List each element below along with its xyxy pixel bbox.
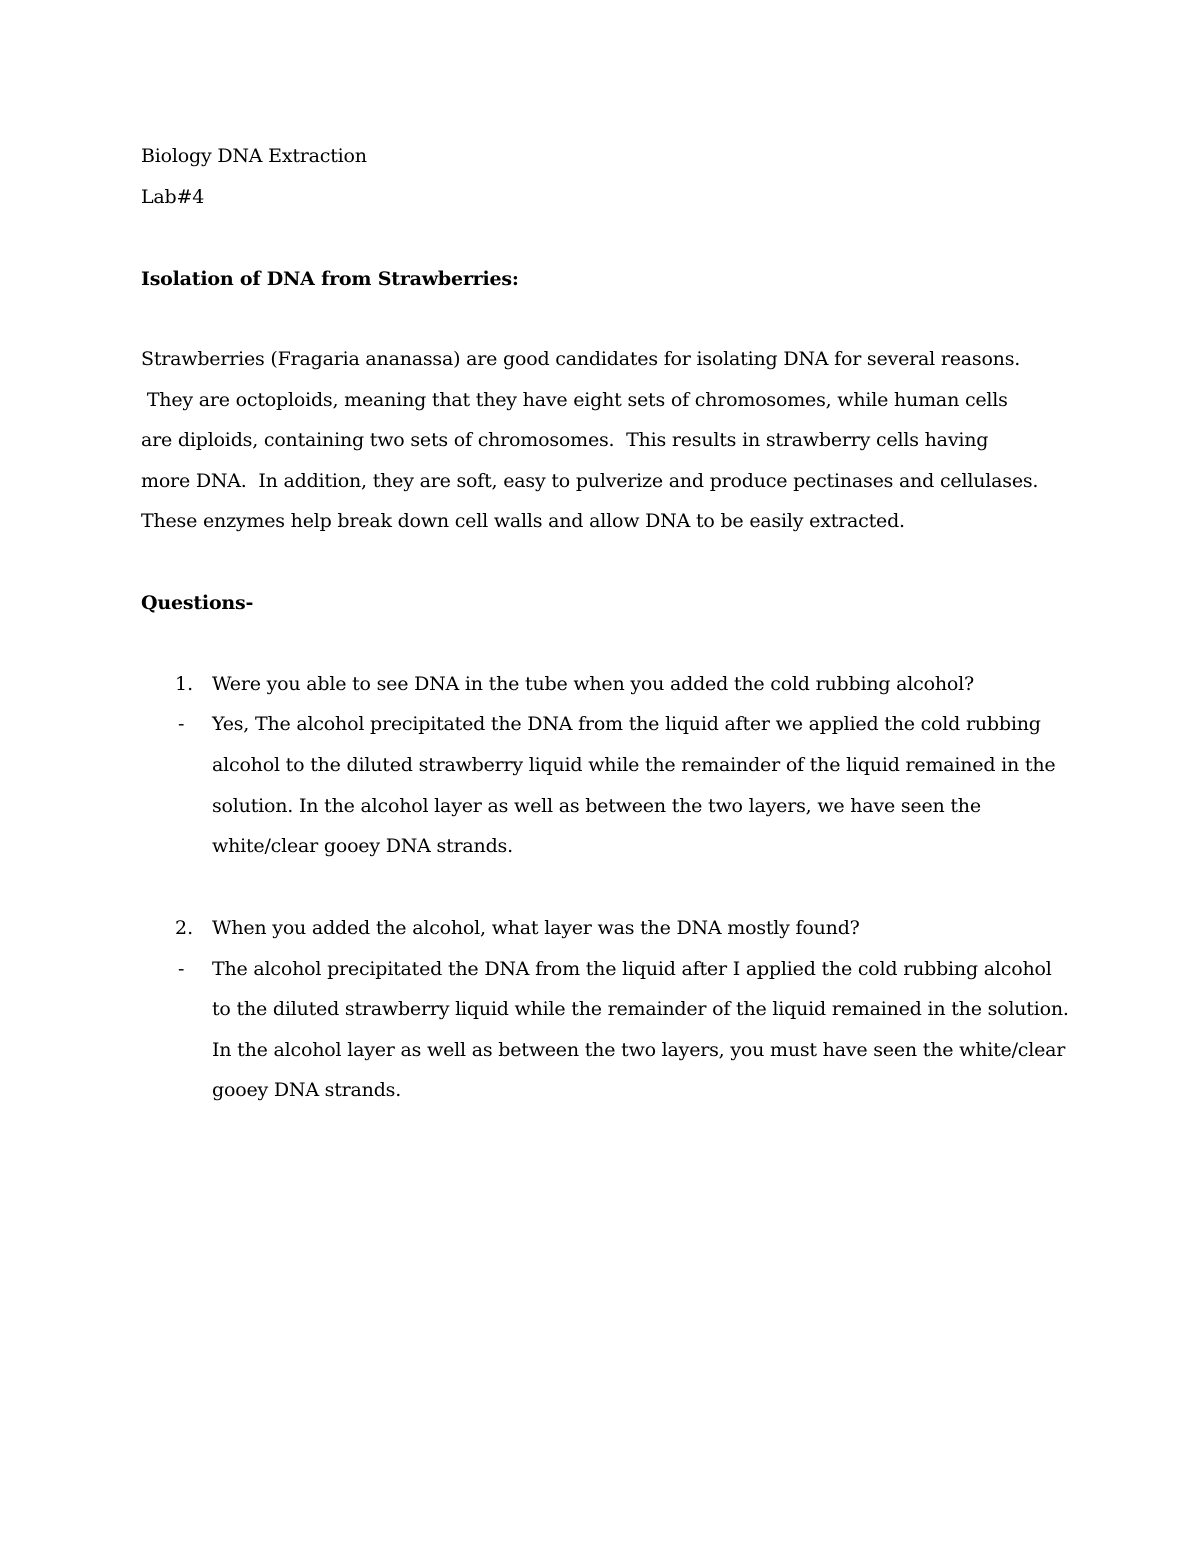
- lab-number: Lab#4: [141, 186, 205, 208]
- answer-marker: -: [178, 713, 185, 735]
- answer-line: gooey DNA strands.: [212, 1079, 402, 1101]
- answer-line: alcohol to the diluted strawberry liquid while the remainder of the liquid remained in the: [212, 754, 1056, 776]
- intro-line: These enzymes help break down cell walls and allow DNA to be easily extracted.: [141, 510, 905, 532]
- intro-line: Strawberries (Fragaria ananassa) are good candidates for isolating DNA for several reasons.: [141, 348, 1021, 370]
- question-text: When you added the alcohol, what layer was the DNA mostly found?: [212, 917, 860, 939]
- answer-marker: -: [178, 958, 185, 980]
- course-title: Biology DNA Extraction: [141, 145, 367, 167]
- answer-line: In the alcohol layer as well as between the two layers, you must have seen the white/clear: [212, 1039, 1066, 1061]
- section-heading: Isolation of DNA from Strawberries:: [141, 268, 519, 290]
- question-number: 2.: [175, 917, 194, 939]
- question-number: 1.: [175, 673, 194, 695]
- answer-line: solution. In the alcohol layer as well as between the two layers, we have seen the: [212, 795, 981, 817]
- intro-line: are diploids, containing two sets of chromosomes. This results in strawberry cells having: [141, 429, 989, 451]
- answer-line: The alcohol precipitated the DNA from the liquid after I applied the cold rubbing alcohol: [212, 958, 1052, 980]
- question-text: Were you able to see DNA in the tube when you added the cold rubbing alcohol?: [212, 673, 974, 695]
- intro-line: They are octoploids, meaning that they have eight sets of chromosomes, while human cells: [141, 389, 1008, 411]
- intro-line: more DNA. In addition, they are soft, easy to pulverize and produce pectinases and cellulases.: [141, 470, 1039, 492]
- answer-line: to the diluted strawberry liquid while the remainder of the liquid remained in the solution.: [212, 998, 1069, 1020]
- answer-line: Yes, The alcohol precipitated the DNA from the liquid after we applied the cold rubbing: [212, 713, 1041, 735]
- answer-line: white/clear gooey DNA strands.: [212, 835, 513, 857]
- questions-heading: Questions-: [141, 592, 254, 614]
